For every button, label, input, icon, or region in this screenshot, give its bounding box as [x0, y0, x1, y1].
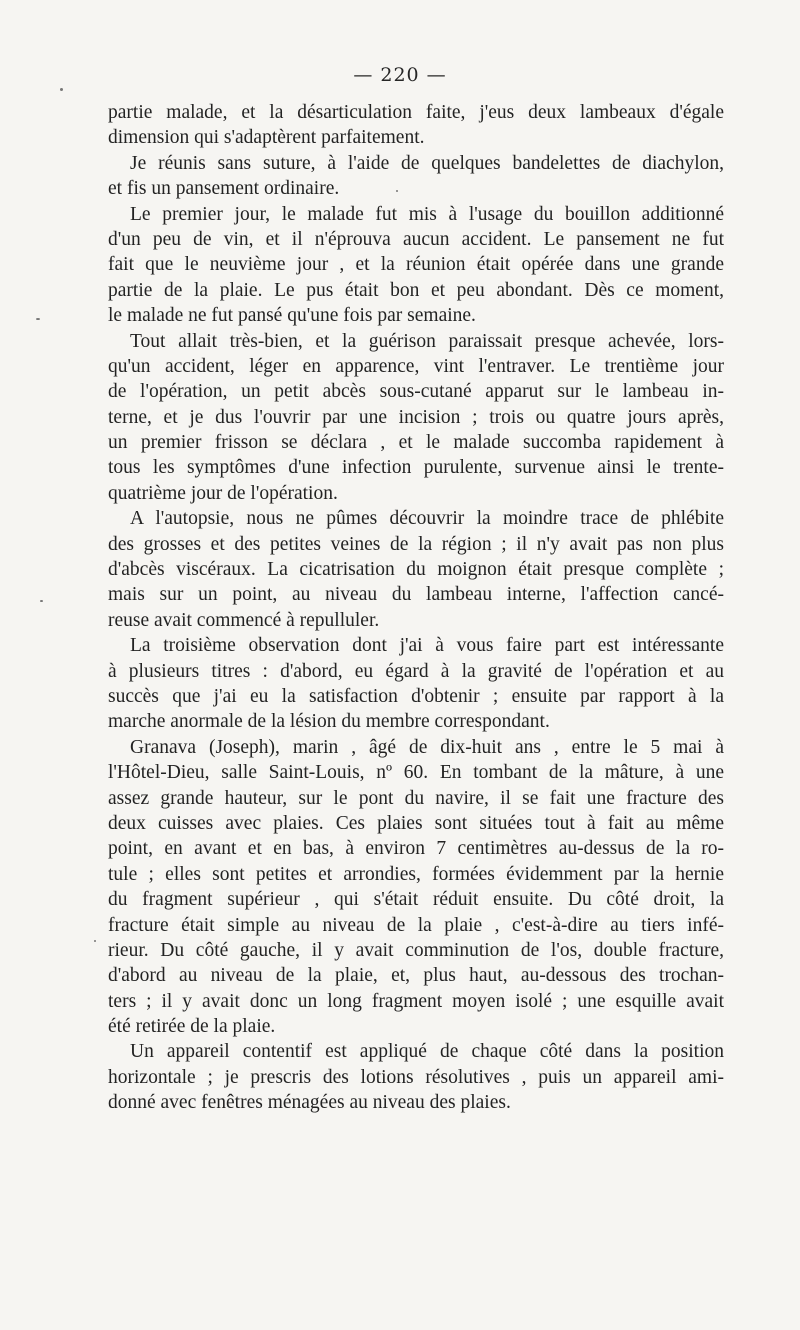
text-line: Tout allait très-bien, et la guérison paraissait presque achevée, lors-	[130, 330, 724, 352]
text-line: quatrième jour de l'opération.	[108, 482, 338, 504]
text-line: fracture était simple au niveau de la plaie , c'est-à-dire au tiers infé-	[108, 914, 724, 936]
text-line: tule ; elles sont petites et arrondies, formées évidemment par la hernie	[108, 863, 724, 885]
scan-speck	[36, 318, 40, 320]
text-line: horizontale ; je prescris des lotions résolutives , puis un appareil ami-	[108, 1066, 724, 1088]
paragraph	[108, 100, 724, 151]
text-line: à plusieurs titres : d'abord, eu égard à la gravité de l'opération et au	[108, 660, 724, 682]
scan-speck	[396, 190, 398, 192]
text-line: A l'autopsie, nous ne pûmes découvrir la moindre trace de phlébite	[130, 508, 724, 530]
text-line: mais sur un point, au niveau du lambeau interne, l'affection cancé-	[108, 584, 724, 606]
text-line: d'abord au niveau de la plaie, et, plus haut, au-dessous des trochan-	[108, 965, 724, 987]
scan-speck	[94, 940, 96, 942]
scan-speck	[40, 600, 43, 602]
text-line: Le premier jour, le malade fut mis à l'usage du bouillon additionné	[130, 203, 724, 225]
text-line: tous les symptômes d'une infection purulente, survenue ainsi le trente-	[108, 457, 724, 479]
text-line: deux cuisses avec plaies. Ces plaies sont situées tout à fait au même	[108, 812, 724, 834]
text-line: un premier frisson se déclara , et le malade succomba rapidement à	[108, 432, 724, 454]
page-number: — 220 —	[353, 64, 447, 86]
text-line: fait que le neuvième jour , et la réunion était opérée dans une grande	[108, 254, 724, 276]
paragraph	[108, 735, 724, 1040]
text-line: point, en avant et en bas, à environ 7 centimètres au-dessus de la ro-	[108, 838, 724, 860]
text-line: de l'opération, un petit abcès sous-cutané apparut sur le lambeau in-	[108, 381, 724, 403]
text-line: La troisième observation dont j'ai à vous faire part est intéressante	[130, 635, 724, 657]
text-line: d'abcès viscéraux. La cicatrisation du moignon était presque complète ;	[108, 559, 724, 581]
text-line: rieur. Du côté gauche, il y avait comminution de l'os, double fracture,	[108, 939, 724, 961]
text-line: Je réunis sans suture, à l'aide de quelques bandelettes de diachylon,	[130, 152, 724, 174]
body-text	[108, 100, 724, 1116]
paragraph	[108, 1039, 724, 1115]
paragraph	[108, 202, 724, 329]
text-line: été retirée de la plaie.	[108, 1016, 276, 1038]
text-line: des grosses et des petites veines de la région ; il n'y avait pas non plus	[108, 533, 724, 555]
paragraph	[108, 633, 724, 735]
text-line: partie de la plaie. Le pus était bon et peu abondant. Dès ce moment,	[108, 279, 724, 301]
text-line: du fragment supérieur , qui s'était réduit ensuite. Du côté droit, la	[108, 889, 724, 911]
text-line: assez grande hauteur, sur le pont du navire, il se fait une fracture des	[108, 787, 724, 809]
text-line: d'un peu de vin, et il n'éprouva aucun accident. Le pansement ne fut	[108, 228, 724, 250]
text-line: reuse avait commencé à repulluler.	[108, 609, 380, 631]
text-line: Granava (Joseph), marin , âgé de dix-huit ans , entre le 5 mai à	[130, 736, 724, 758]
text-line: succès que j'ai eu la satisfaction d'obtenir ; ensuite par rapport à la	[108, 685, 724, 707]
text-line: l'Hôtel-Dieu, salle Saint-Louis, nº 60. En tombant de la mâture, à une	[108, 762, 724, 784]
text-line: et fis un pansement ordinaire.	[108, 178, 340, 200]
text-line: donné avec fenêtres ménagées au niveau des plaies.	[108, 1092, 511, 1114]
paragraph	[108, 506, 724, 633]
text-line: qu'un accident, léger en apparence, vint l'entraver. Le trentième jour	[108, 355, 724, 377]
paragraph	[108, 329, 724, 507]
text-line: le malade ne fut pansé qu'une fois par semaine.	[108, 305, 476, 327]
text-line: Un appareil contentif est appliqué de chaque côté dans la position	[130, 1041, 724, 1063]
text-line: dimension qui s'adaptèrent parfaitement.	[108, 127, 425, 149]
paragraph	[108, 151, 724, 202]
text-line: ters ; il y avait donc un long fragment moyen isolé ; une esquille avait	[108, 990, 724, 1012]
text-line: marche anormale de la lésion du membre correspondant.	[108, 711, 550, 733]
scan-speck	[60, 88, 63, 91]
text-line: partie malade, et la désarticulation faite, j'eus deux lambeaux d'égale	[108, 102, 724, 123]
text-line: terne, et je dus l'ouvrir par une incision ; trois ou quatre jours après,	[108, 406, 724, 428]
